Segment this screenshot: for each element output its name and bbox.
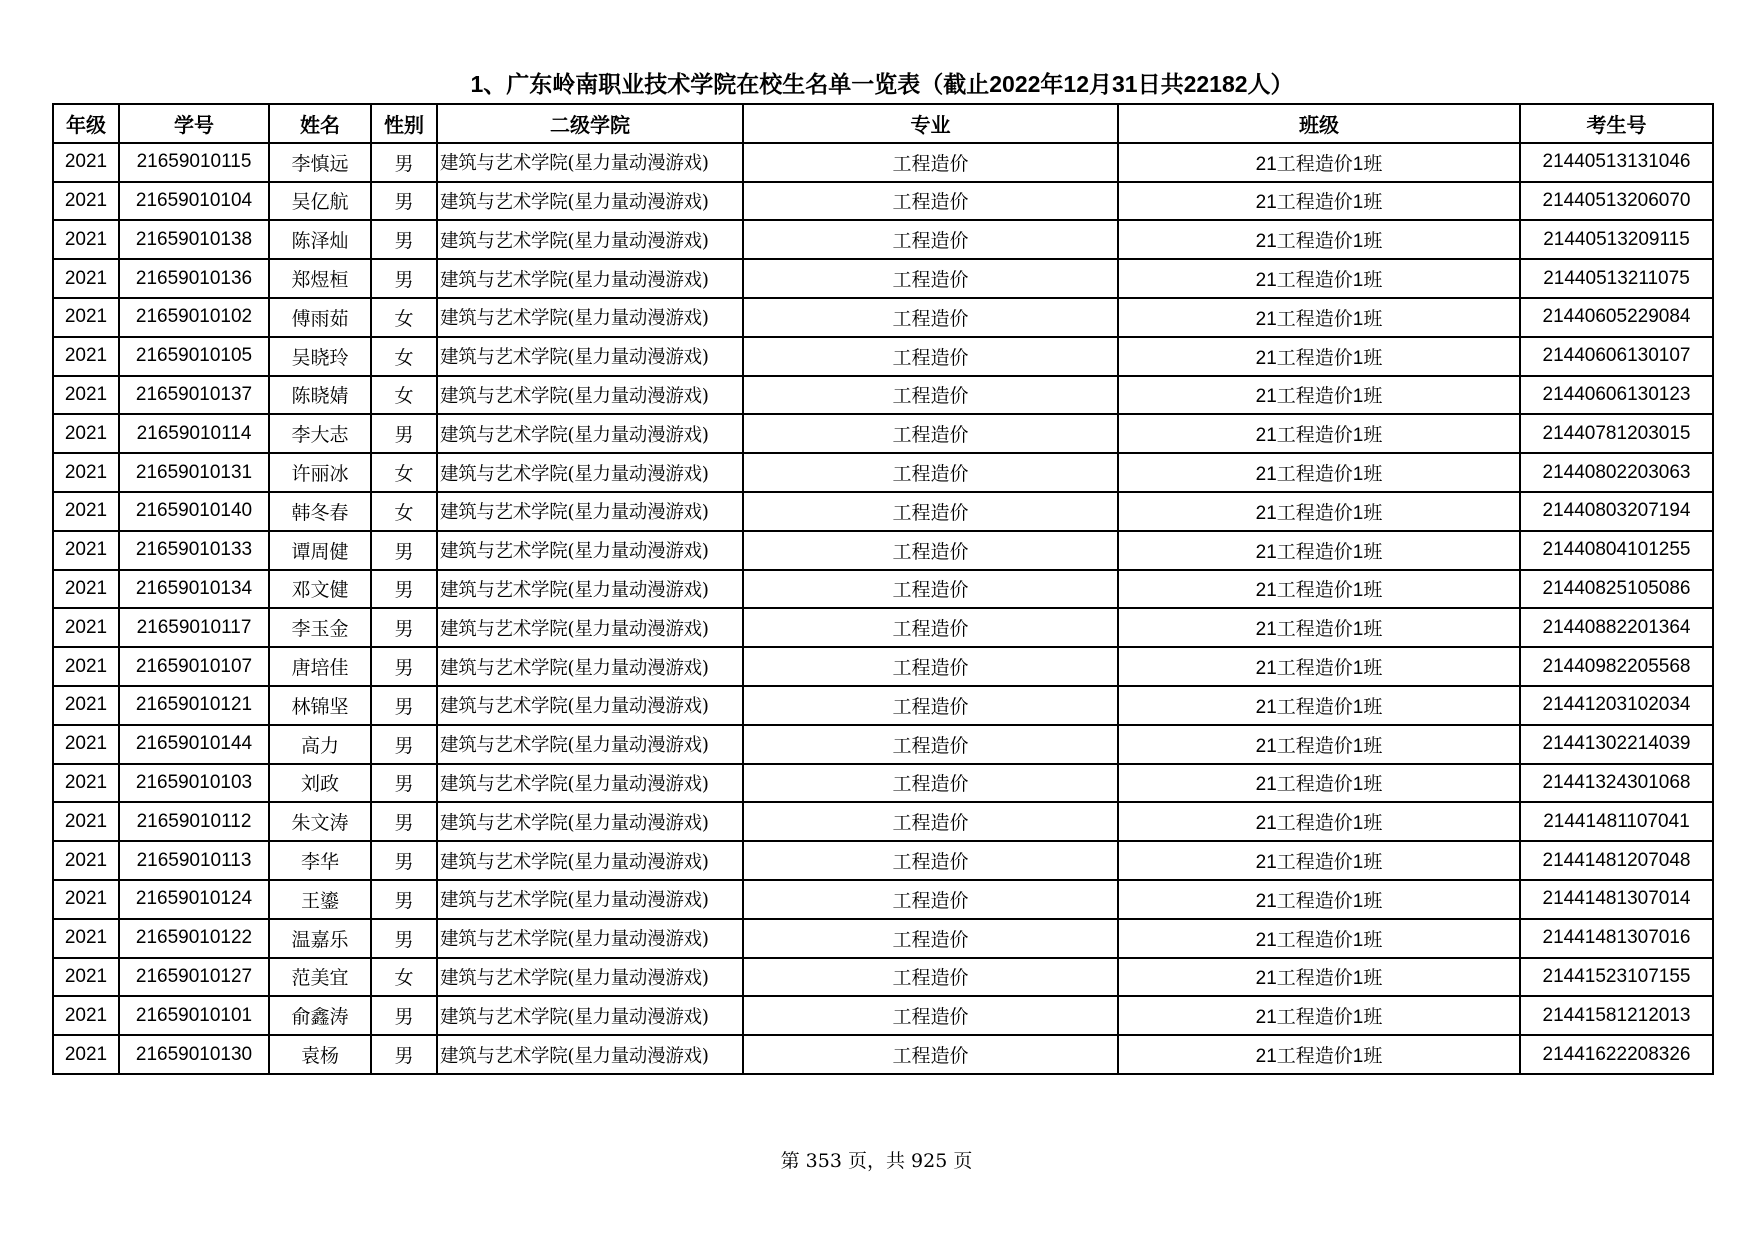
- cell-college: 建筑与艺术学院(星力量动漫游戏): [437, 647, 743, 686]
- table-row: [53, 376, 1713, 415]
- cell-exam-id: 21440513209115: [1520, 220, 1713, 259]
- cell-major: 工程造价: [743, 570, 1118, 609]
- cell-exam-id: 21440605229084: [1520, 298, 1713, 337]
- table-row: [53, 337, 1713, 376]
- cell-exam-id: 21441481307016: [1520, 919, 1713, 958]
- cell-major: 工程造价: [743, 1035, 1118, 1074]
- table-row: [53, 220, 1713, 259]
- cell-student-id: 21659010104: [119, 182, 269, 221]
- cell-college: 建筑与艺术学院(星力量动漫游戏): [437, 764, 743, 803]
- cell-grade: 2021: [53, 298, 119, 337]
- cell-gender: 女: [371, 453, 437, 492]
- cell-name: 李大志: [269, 414, 371, 453]
- cell-college: 建筑与艺术学院(星力量动漫游戏): [437, 1035, 743, 1074]
- cell-gender: 男: [371, 1035, 437, 1074]
- cell-major: 工程造价: [743, 259, 1118, 298]
- cell-student-id: 21659010130: [119, 1035, 269, 1074]
- table-row: [53, 531, 1713, 570]
- cell-name: 李慎远: [269, 143, 371, 182]
- cell-major: 工程造价: [743, 802, 1118, 841]
- cell-class: 21工程造价1班: [1118, 298, 1520, 337]
- cell-major: 工程造价: [743, 182, 1118, 221]
- cell-gender: 男: [371, 880, 437, 919]
- cell-student-id: 21659010112: [119, 802, 269, 841]
- cell-gender: 男: [371, 182, 437, 221]
- cell-name: 谭周健: [269, 531, 371, 570]
- cell-major: 工程造价: [743, 725, 1118, 764]
- cell-exam-id: 21440802203063: [1520, 453, 1713, 492]
- cell-grade: 2021: [53, 725, 119, 764]
- cell-class: 21工程造价1班: [1118, 608, 1520, 647]
- cell-gender: 男: [371, 725, 437, 764]
- cell-student-id: 21659010124: [119, 880, 269, 919]
- cell-name: 王鎏: [269, 880, 371, 919]
- cell-class: 21工程造价1班: [1118, 414, 1520, 453]
- table-row: [53, 880, 1713, 919]
- cell-major: 工程造价: [743, 453, 1118, 492]
- cell-gender: 男: [371, 608, 437, 647]
- cell-exam-id: 21441481107041: [1520, 802, 1713, 841]
- cell-name: 郑煜桓: [269, 259, 371, 298]
- header-class: 班级: [1118, 104, 1520, 143]
- cell-gender: 男: [371, 841, 437, 880]
- cell-grade: 2021: [53, 802, 119, 841]
- cell-class: 21工程造价1班: [1118, 570, 1520, 609]
- cell-class: 21工程造价1班: [1118, 958, 1520, 997]
- cell-class: 21工程造价1班: [1118, 492, 1520, 531]
- cell-grade: 2021: [53, 570, 119, 609]
- cell-class: 21工程造价1班: [1118, 220, 1520, 259]
- cell-major: 工程造价: [743, 919, 1118, 958]
- cell-class: 21工程造价1班: [1118, 764, 1520, 803]
- cell-college: 建筑与艺术学院(星力量动漫游戏): [437, 182, 743, 221]
- cell-grade: 2021: [53, 220, 119, 259]
- cell-name: 唐培佳: [269, 647, 371, 686]
- cell-major: 工程造价: [743, 841, 1118, 880]
- header-name: 姓名: [269, 104, 371, 143]
- cell-college: 建筑与艺术学院(星力量动漫游戏): [437, 453, 743, 492]
- cell-exam-id: 21440606130107: [1520, 337, 1713, 376]
- cell-name: 俞鑫涛: [269, 996, 371, 1035]
- cell-grade: 2021: [53, 958, 119, 997]
- cell-college: 建筑与艺术学院(星力量动漫游戏): [437, 996, 743, 1035]
- cell-name: 李玉金: [269, 608, 371, 647]
- cell-grade: 2021: [53, 337, 119, 376]
- cell-grade: 2021: [53, 182, 119, 221]
- cell-class: 21工程造价1班: [1118, 182, 1520, 221]
- cell-name: 陈晓婧: [269, 376, 371, 415]
- cell-name: 邓文健: [269, 570, 371, 609]
- cell-major: 工程造价: [743, 996, 1118, 1035]
- cell-exam-id: 21441302214039: [1520, 725, 1713, 764]
- cell-exam-id: 21441523107155: [1520, 958, 1713, 997]
- student-roster-table: [52, 103, 1714, 1075]
- table-row: [53, 298, 1713, 337]
- cell-class: 21工程造价1班: [1118, 919, 1520, 958]
- cell-college: 建筑与艺术学院(星力量动漫游戏): [437, 686, 743, 725]
- cell-grade: 2021: [53, 647, 119, 686]
- cell-student-id: 21659010138: [119, 220, 269, 259]
- cell-exam-id: 21440882201364: [1520, 608, 1713, 647]
- table-row: [53, 802, 1713, 841]
- table-row: [53, 841, 1713, 880]
- cell-major: 工程造价: [743, 414, 1118, 453]
- table-row: [53, 764, 1713, 803]
- cell-class: 21工程造价1班: [1118, 376, 1520, 415]
- cell-student-id: 21659010127: [119, 958, 269, 997]
- cell-class: 21工程造价1班: [1118, 841, 1520, 880]
- cell-college: 建筑与艺术学院(星力量动漫游戏): [437, 298, 743, 337]
- cell-college: 建筑与艺术学院(星力量动漫游戏): [437, 802, 743, 841]
- cell-major: 工程造价: [743, 958, 1118, 997]
- table-row: [53, 1035, 1713, 1074]
- cell-college: 建筑与艺术学院(星力量动漫游戏): [437, 259, 743, 298]
- cell-exam-id: 21441622208326: [1520, 1035, 1713, 1074]
- table-row: [53, 259, 1713, 298]
- cell-grade: 2021: [53, 880, 119, 919]
- cell-student-id: 21659010122: [119, 919, 269, 958]
- cell-name: 李华: [269, 841, 371, 880]
- cell-grade: 2021: [53, 1035, 119, 1074]
- cell-student-id: 21659010107: [119, 647, 269, 686]
- cell-student-id: 21659010144: [119, 725, 269, 764]
- cell-name: 温嘉乐: [269, 919, 371, 958]
- header-student-id: 学号: [119, 104, 269, 143]
- cell-exam-id: 21441481207048: [1520, 841, 1713, 880]
- cell-class: 21工程造价1班: [1118, 686, 1520, 725]
- page-number-footer: 第 353 页，共 925 页: [780, 1150, 973, 1172]
- cell-gender: 男: [371, 414, 437, 453]
- cell-name: 朱文涛: [269, 802, 371, 841]
- header-college: 二级学院: [437, 104, 743, 143]
- cell-major: 工程造价: [743, 376, 1118, 415]
- cell-class: 21工程造价1班: [1118, 531, 1520, 570]
- cell-major: 工程造价: [743, 764, 1118, 803]
- table-row: [53, 919, 1713, 958]
- cell-exam-id: 21440804101255: [1520, 531, 1713, 570]
- page-title: 1、广东岭南职业技术学院在校生名单一览表（截止2022年12月31日共22182人）: [470, 71, 1294, 97]
- cell-gender: 男: [371, 143, 437, 182]
- cell-exam-id: 21441481307014: [1520, 880, 1713, 919]
- cell-college: 建筑与艺术学院(星力量动漫游戏): [437, 725, 743, 764]
- cell-gender: 男: [371, 570, 437, 609]
- cell-gender: 男: [371, 802, 437, 841]
- cell-exam-id: 21440606130123: [1520, 376, 1713, 415]
- cell-college: 建筑与艺术学院(星力量动漫游戏): [437, 337, 743, 376]
- cell-grade: 2021: [53, 686, 119, 725]
- cell-exam-id: 21440781203015: [1520, 414, 1713, 453]
- cell-college: 建筑与艺术学院(星力量动漫游戏): [437, 608, 743, 647]
- header-grade: 年级: [53, 104, 119, 143]
- cell-college: 建筑与艺术学院(星力量动漫游戏): [437, 143, 743, 182]
- cell-exam-id: 21441581212013: [1520, 996, 1713, 1035]
- cell-gender: 男: [371, 220, 437, 259]
- table-row: [53, 182, 1713, 221]
- cell-class: 21工程造价1班: [1118, 802, 1520, 841]
- header-exam-id: 考生号: [1520, 104, 1713, 143]
- cell-name: 陈泽灿: [269, 220, 371, 259]
- cell-grade: 2021: [53, 376, 119, 415]
- cell-student-id: 21659010115: [119, 143, 269, 182]
- cell-class: 21工程造价1班: [1118, 996, 1520, 1035]
- cell-student-id: 21659010113: [119, 841, 269, 880]
- cell-grade: 2021: [53, 414, 119, 453]
- cell-gender: 男: [371, 531, 437, 570]
- table-row: [53, 143, 1713, 182]
- cell-name: 韩冬春: [269, 492, 371, 531]
- cell-major: 工程造价: [743, 220, 1118, 259]
- cell-gender: 女: [371, 376, 437, 415]
- cell-gender: 女: [371, 298, 437, 337]
- cell-college: 建筑与艺术学院(星力量动漫游戏): [437, 492, 743, 531]
- cell-class: 21工程造价1班: [1118, 453, 1520, 492]
- cell-student-id: 21659010133: [119, 531, 269, 570]
- cell-gender: 男: [371, 996, 437, 1035]
- cell-exam-id: 21440825105086: [1520, 570, 1713, 609]
- cell-student-id: 21659010140: [119, 492, 269, 531]
- cell-college: 建筑与艺术学院(星力量动漫游戏): [437, 880, 743, 919]
- cell-gender: 男: [371, 259, 437, 298]
- cell-grade: 2021: [53, 764, 119, 803]
- cell-college: 建筑与艺术学院(星力量动漫游戏): [437, 376, 743, 415]
- cell-grade: 2021: [53, 453, 119, 492]
- cell-college: 建筑与艺术学院(星力量动漫游戏): [437, 414, 743, 453]
- table-header-row: [53, 104, 1713, 143]
- cell-student-id: 21659010101: [119, 996, 269, 1035]
- cell-name: 许丽冰: [269, 453, 371, 492]
- cell-major: 工程造价: [743, 880, 1118, 919]
- cell-student-id: 21659010121: [119, 686, 269, 725]
- cell-class: 21工程造价1班: [1118, 725, 1520, 764]
- table-row: [53, 570, 1713, 609]
- cell-class: 21工程造价1班: [1118, 880, 1520, 919]
- cell-exam-id: 21440513131046: [1520, 143, 1713, 182]
- cell-student-id: 21659010103: [119, 764, 269, 803]
- cell-exam-id: 21441203102034: [1520, 686, 1713, 725]
- cell-name: 林锦坚: [269, 686, 371, 725]
- cell-exam-id: 21440982205568: [1520, 647, 1713, 686]
- cell-class: 21工程造价1班: [1118, 337, 1520, 376]
- cell-major: 工程造价: [743, 647, 1118, 686]
- cell-student-id: 21659010136: [119, 259, 269, 298]
- table-row: [53, 996, 1713, 1035]
- cell-college: 建筑与艺术学院(星力量动漫游戏): [437, 919, 743, 958]
- cell-gender: 男: [371, 919, 437, 958]
- table-row: [53, 958, 1713, 997]
- cell-college: 建筑与艺术学院(星力量动漫游戏): [437, 531, 743, 570]
- cell-gender: 男: [371, 764, 437, 803]
- cell-gender: 男: [371, 686, 437, 725]
- cell-major: 工程造价: [743, 608, 1118, 647]
- cell-college: 建筑与艺术学院(星力量动漫游戏): [437, 841, 743, 880]
- header-major: 专业: [743, 104, 1118, 143]
- cell-name: 刘政: [269, 764, 371, 803]
- table-row: [53, 492, 1713, 531]
- cell-name: 袁杨: [269, 1035, 371, 1074]
- cell-class: 21工程造价1班: [1118, 647, 1520, 686]
- cell-student-id: 21659010117: [119, 608, 269, 647]
- cell-name: 傅雨茹: [269, 298, 371, 337]
- cell-gender: 女: [371, 337, 437, 376]
- cell-grade: 2021: [53, 492, 119, 531]
- cell-class: 21工程造价1班: [1118, 143, 1520, 182]
- cell-name: 高力: [269, 725, 371, 764]
- cell-exam-id: 21440513211075: [1520, 259, 1713, 298]
- cell-student-id: 21659010131: [119, 453, 269, 492]
- cell-grade: 2021: [53, 531, 119, 570]
- table-row: [53, 453, 1713, 492]
- table-row: [53, 725, 1713, 764]
- cell-student-id: 21659010137: [119, 376, 269, 415]
- cell-grade: 2021: [53, 143, 119, 182]
- cell-major: 工程造价: [743, 531, 1118, 570]
- cell-class: 21工程造价1班: [1118, 1035, 1520, 1074]
- cell-name: 范美宜: [269, 958, 371, 997]
- cell-college: 建筑与艺术学院(星力量动漫游戏): [437, 220, 743, 259]
- table-row: [53, 686, 1713, 725]
- table-row: [53, 608, 1713, 647]
- cell-gender: 女: [371, 492, 437, 531]
- table-row: [53, 414, 1713, 453]
- cell-name: 吴晓玲: [269, 337, 371, 376]
- header-gender: 性别: [371, 104, 437, 143]
- cell-student-id: 21659010105: [119, 337, 269, 376]
- cell-major: 工程造价: [743, 337, 1118, 376]
- cell-college: 建筑与艺术学院(星力量动漫游戏): [437, 570, 743, 609]
- cell-student-id: 21659010102: [119, 298, 269, 337]
- cell-student-id: 21659010114: [119, 414, 269, 453]
- cell-college: 建筑与艺术学院(星力量动漫游戏): [437, 958, 743, 997]
- cell-major: 工程造价: [743, 143, 1118, 182]
- cell-major: 工程造价: [743, 686, 1118, 725]
- cell-grade: 2021: [53, 919, 119, 958]
- cell-grade: 2021: [53, 259, 119, 298]
- cell-exam-id: 21440803207194: [1520, 492, 1713, 531]
- cell-gender: 男: [371, 647, 437, 686]
- cell-class: 21工程造价1班: [1118, 259, 1520, 298]
- cell-student-id: 21659010134: [119, 570, 269, 609]
- cell-exam-id: 21441324301068: [1520, 764, 1713, 803]
- cell-exam-id: 21440513206070: [1520, 182, 1713, 221]
- cell-gender: 女: [371, 958, 437, 997]
- table-body: [53, 143, 1713, 1074]
- cell-grade: 2021: [53, 841, 119, 880]
- table-row: [53, 647, 1713, 686]
- cell-major: 工程造价: [743, 298, 1118, 337]
- cell-name: 吴亿航: [269, 182, 371, 221]
- cell-major: 工程造价: [743, 492, 1118, 531]
- cell-grade: 2021: [53, 608, 119, 647]
- cell-grade: 2021: [53, 996, 119, 1035]
